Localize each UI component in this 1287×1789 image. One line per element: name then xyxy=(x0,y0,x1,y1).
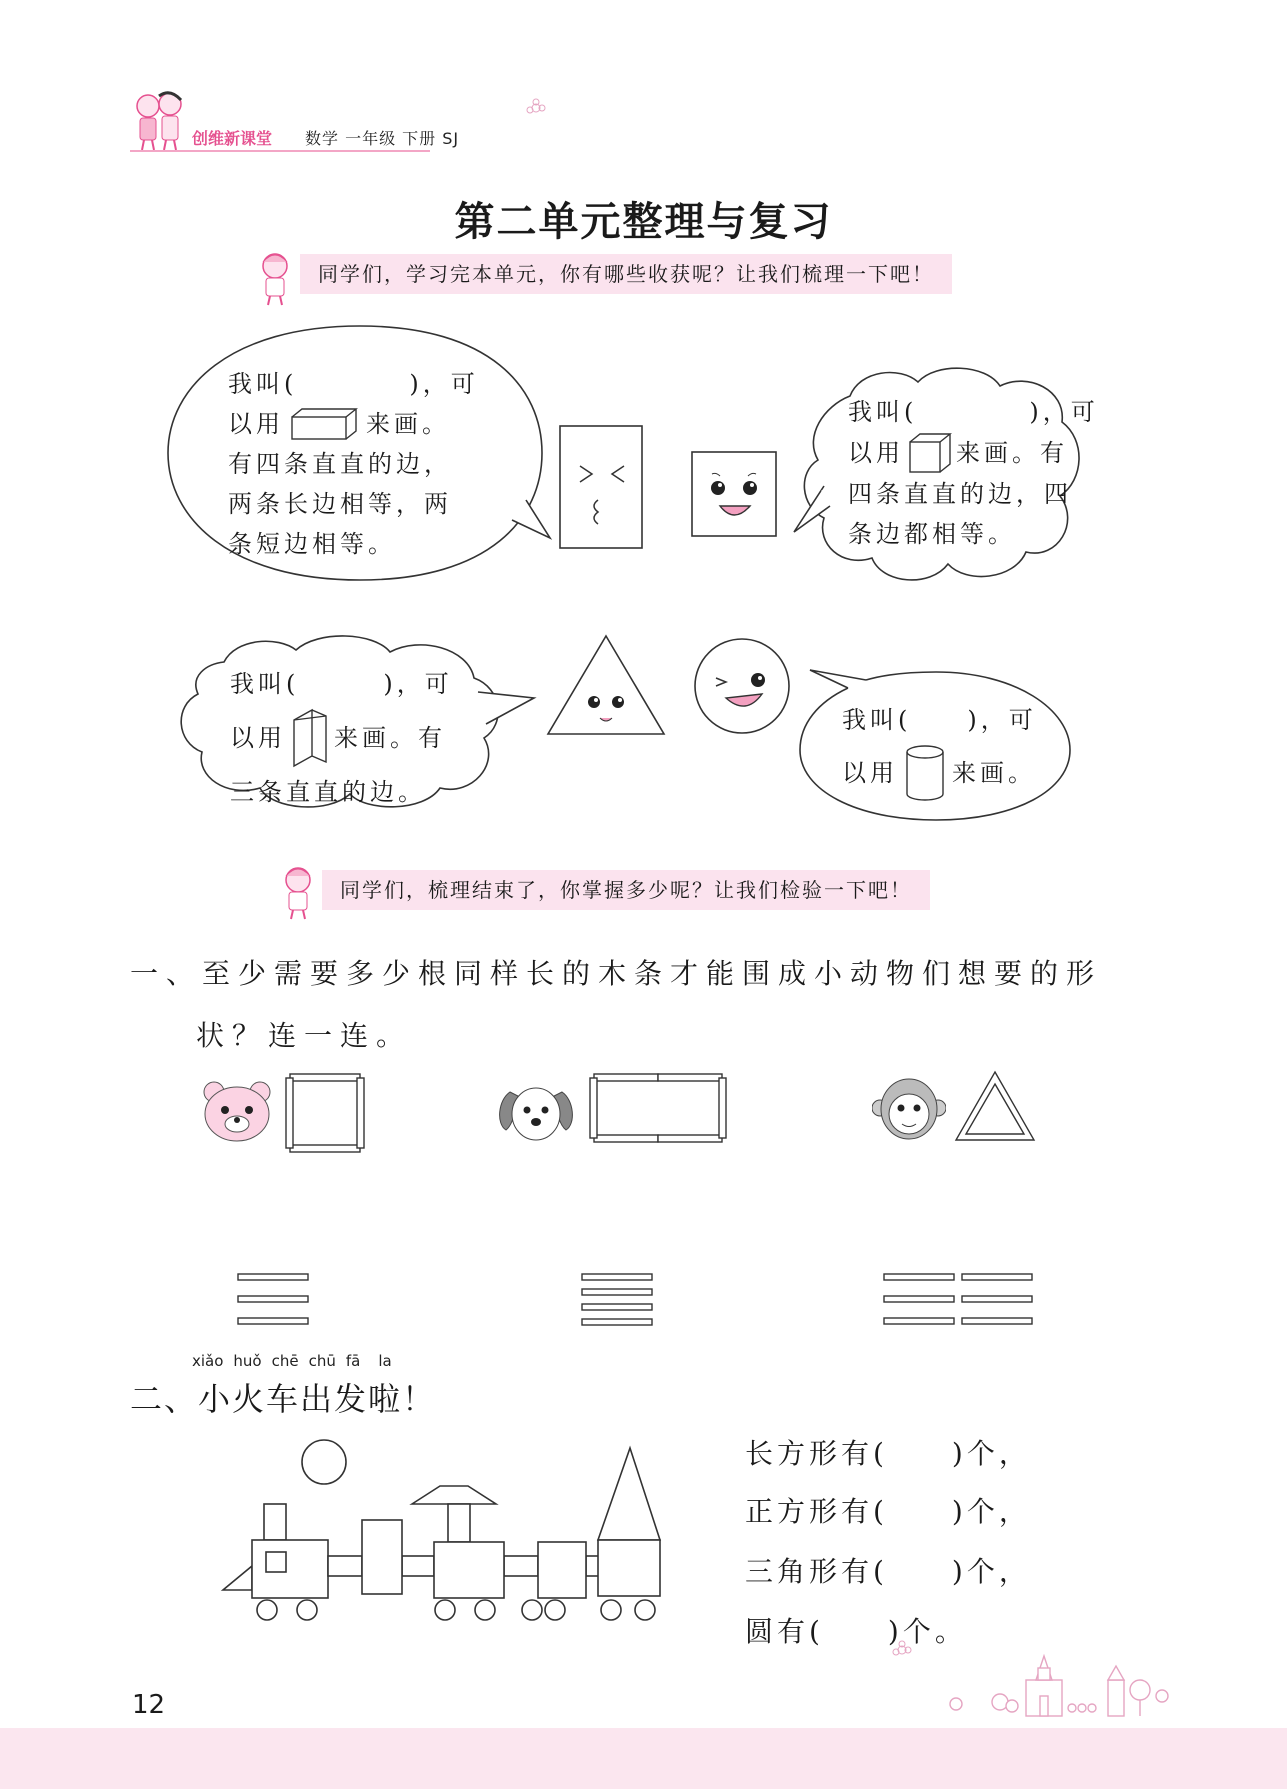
question1-line1: 一、至少需要多少根同样长的木条才能围成小动物们想要的形 xyxy=(130,957,1103,990)
rectangle-bubble-line2a: 以用 xyxy=(228,410,284,438)
rectangle-bubble-line1: 我叫( )，可 xyxy=(228,370,479,398)
pinyin-huo: huǒ xyxy=(233,1352,262,1370)
stick-square-4 xyxy=(284,1072,366,1154)
pinyin-xiao: xiǎo xyxy=(192,1352,224,1370)
triangular-prism-icon xyxy=(290,708,330,768)
rectangle-bubble-line5: 条短边相等。 xyxy=(228,530,396,558)
stick-group-6 xyxy=(882,1272,1034,1328)
bear-head-icon xyxy=(200,1078,274,1144)
triangle-bubble-line1: 我叫( )，可 xyxy=(230,670,453,698)
boy-mascot-icon xyxy=(255,250,295,306)
triangle-bubble-line2 xyxy=(230,708,453,768)
book-subtitle: 数学 一年级 下册 SJ xyxy=(305,129,460,148)
count-triangle: 三角形有( )个， xyxy=(745,1555,1031,1588)
triangle-bubble-text xyxy=(230,660,453,816)
cube-icon xyxy=(908,432,952,474)
question2-title: 二、小火车出发啦！ xyxy=(130,1380,437,1418)
stick-group-3 xyxy=(236,1272,310,1328)
intro-banner: 同学们，学习完本单元，你有哪些收获呢？让我们梳理一下吧！ xyxy=(300,254,952,294)
circle-bubble-line1: 我叫( )，可 xyxy=(842,706,1037,734)
monkey-head-icon xyxy=(872,1076,946,1142)
pinyin-fa: fā xyxy=(345,1352,361,1370)
rectangle-bubble-line2b: 来画。 xyxy=(366,410,450,438)
triangle-face xyxy=(544,632,668,738)
stick-triangle-3 xyxy=(954,1070,1036,1144)
square-bubble-text xyxy=(848,392,1099,554)
stick-group-4 xyxy=(580,1272,654,1328)
page-number: 12 xyxy=(132,1690,166,1720)
circle-bubble-line2b: 来画。 xyxy=(952,759,1036,787)
dog-head-icon xyxy=(496,1080,576,1144)
header-underline xyxy=(130,150,430,152)
triangle-bubble-line2a: 以用 xyxy=(230,724,286,752)
triangle-bubble-line2b: 来画。有 xyxy=(334,724,446,752)
triangle-bubble-line3: 三条直直的边。 xyxy=(230,778,426,806)
rectangle-bubble-text xyxy=(228,364,479,564)
flower-icon xyxy=(526,98,546,118)
square-bubble-line2b: 来画。有 xyxy=(956,439,1068,467)
square-bubble-line3: 四条直直的边，四 xyxy=(848,480,1072,508)
pinyin-che: chē xyxy=(271,1352,299,1370)
square-bubble-line4: 条边都相等。 xyxy=(848,520,1016,548)
kids-mascot-icon xyxy=(128,88,190,152)
pinyin-chu: chū xyxy=(308,1352,336,1370)
count-square: 正方形有( )个， xyxy=(745,1495,1031,1528)
circle-face xyxy=(692,636,792,736)
brand-name: 创维新课堂 xyxy=(192,129,273,148)
count-rectangle: 长方形有( )个， xyxy=(745,1437,1031,1470)
footer-band xyxy=(0,1728,1287,1789)
stick-rectangle-6 xyxy=(588,1072,728,1144)
flower-icon-footer xyxy=(892,1640,912,1660)
rectangle-bubble-line2 xyxy=(228,404,479,444)
page-title: 第二单元整理与复习 xyxy=(454,199,833,245)
square-face xyxy=(690,450,778,538)
header xyxy=(0,0,1287,160)
cylinder-icon xyxy=(904,744,946,802)
question2-pinyin xyxy=(192,1352,402,1370)
question1-line2: 状？连一连。 xyxy=(196,1019,413,1052)
rectangle-bubble-line3: 有四条直直的边， xyxy=(228,450,452,478)
castle-decoration-icon xyxy=(940,1650,1170,1718)
circle-bubble-line2a: 以用 xyxy=(842,759,898,787)
shape-train xyxy=(220,1436,670,1622)
count-circle: 圆有( )个。 xyxy=(745,1615,967,1648)
square-bubble-line2a: 以用 xyxy=(848,439,904,467)
boy-mascot-icon-2 xyxy=(278,864,318,920)
pinyin-la: la xyxy=(378,1352,392,1370)
check-banner: 同学们，梳理结束了，你掌握多少呢？让我们检验一下吧！ xyxy=(322,870,930,910)
rectangle-bubble-line4: 两条长边相等，两 xyxy=(228,490,452,518)
cuboid-flat-icon xyxy=(290,407,360,441)
circle-bubble-line2 xyxy=(842,744,1037,802)
square-bubble-line1: 我叫( )，可 xyxy=(848,398,1099,426)
circle-bubble-text xyxy=(842,696,1037,802)
rectangle-face xyxy=(558,424,644,550)
square-bubble-line2 xyxy=(848,432,1099,474)
